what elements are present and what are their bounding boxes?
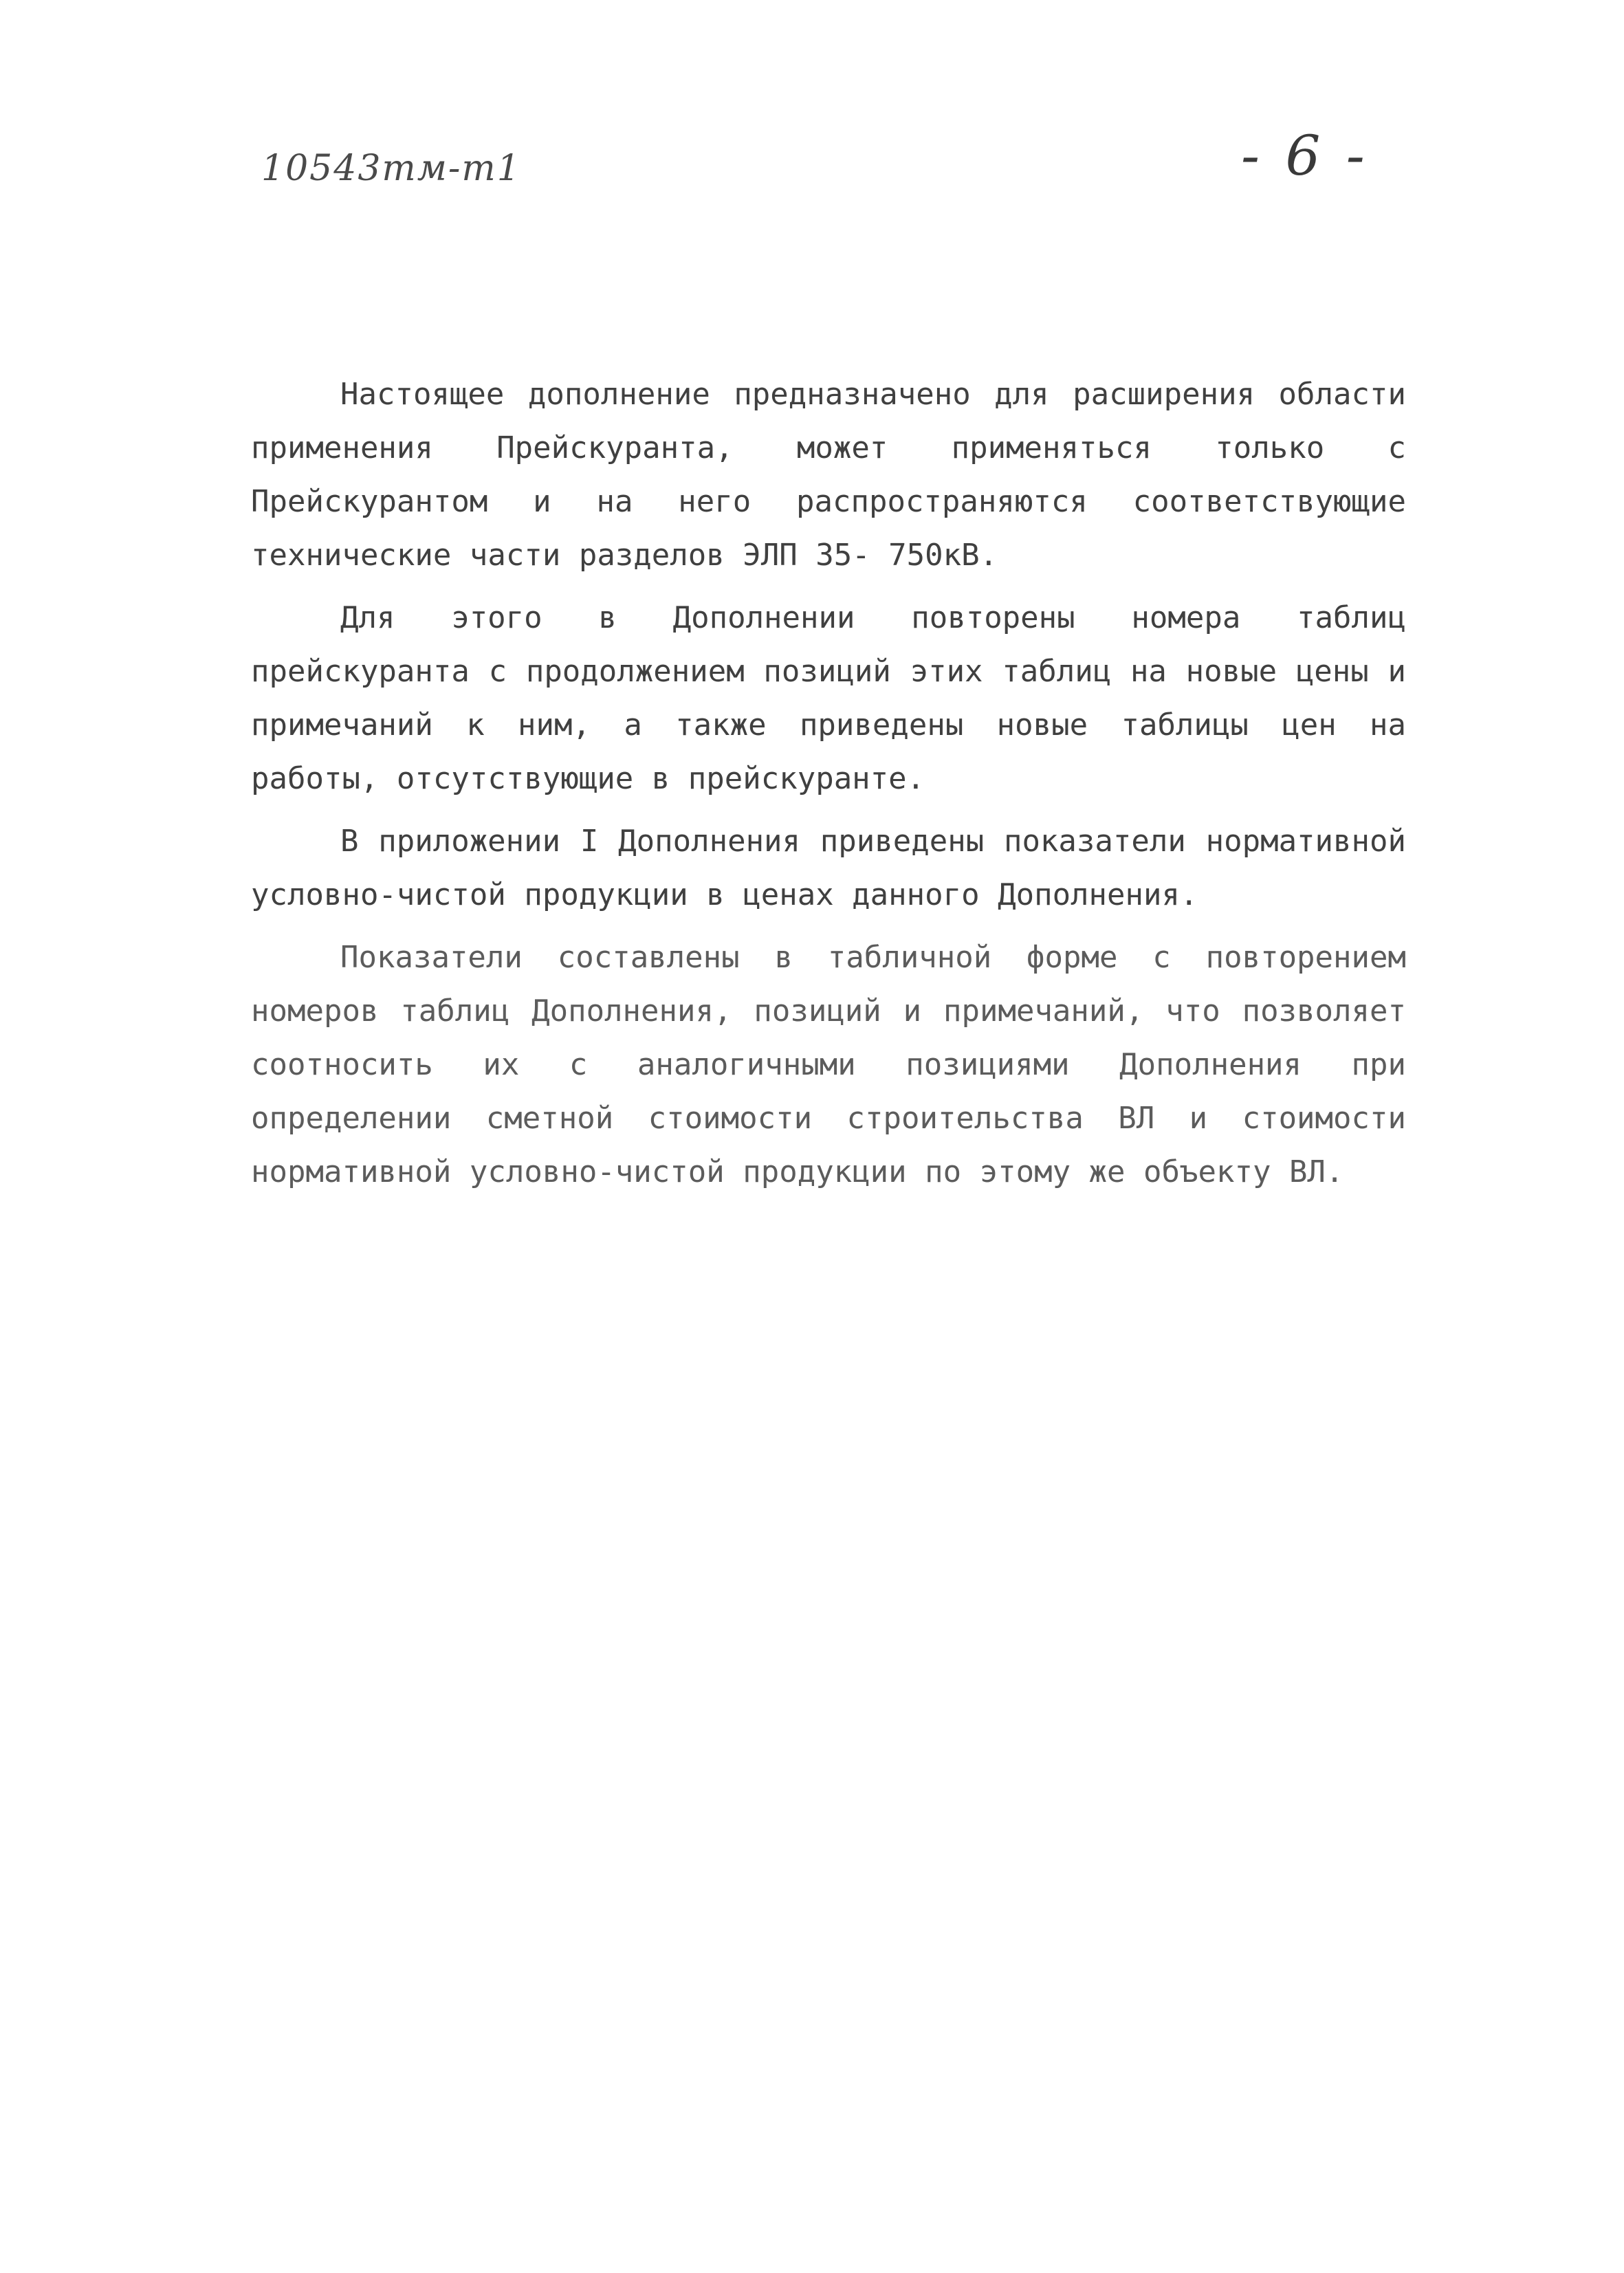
document-code: 10543тм-т1 (261, 148, 521, 189)
paragraph-purpose: Настоящее дополнение предназначено для расширения области применения Прейскуранта, может применяться только с Прейскурантом и на него распространяются соответствующие технические части разделов ЭЛП 35- 750кВ. (251, 377, 1406, 573)
document-body (251, 368, 1406, 1208)
paragraph-indicators: Показатели составлены в табличной форме с повторением номеров таблиц Дополнения, позиций и примечаний, что позволяет соотносить их с аналогичными позициями Дополнения при определении сметной стоимости строительства ВЛ и стоимости нормативной условно-чистой продукции по этому же объекту ВЛ. (251, 940, 1406, 1189)
page-number: - 6 - (1241, 124, 1369, 188)
paragraph-appendix: В приложении I Дополнения приведены показатели нормативной условно-чистой продукции в ценах данного Дополнения. (251, 824, 1406, 912)
paragraph-tables: Для этого в Дополнении повторены номера таблиц прейскуранта с продолжением позиций этих таблиц на новые цены и примечаний к ним, а также приведены новые таблицы цен на работы, отсутствующие в прейскуранте. (251, 600, 1406, 796)
